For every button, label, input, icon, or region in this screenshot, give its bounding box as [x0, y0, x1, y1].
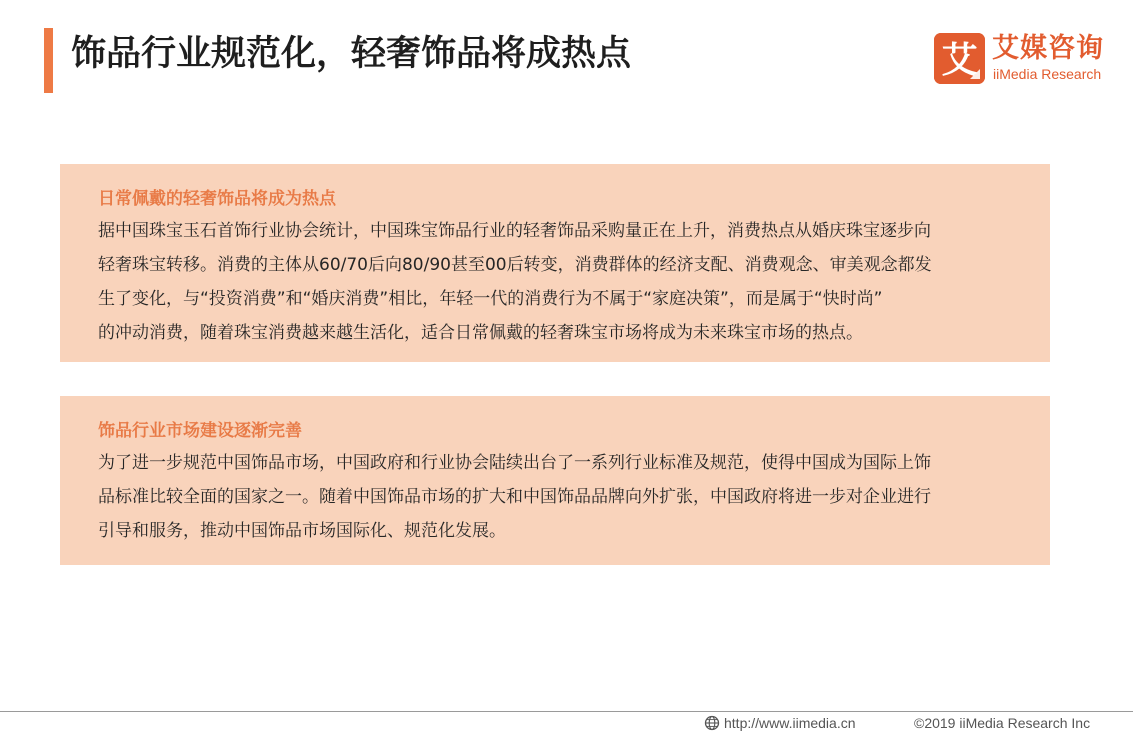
title-accent-bar	[44, 28, 53, 93]
footer-url[interactable]: http://www.iimedia.cn	[724, 715, 856, 731]
logo-glyph-text: 艾	[941, 40, 978, 81]
logo-name-en: iiMedia Research	[993, 66, 1102, 82]
body-line: 据中国珠宝玉石首饰行业协会统计，中国珠宝饰品行业的轻奢饰品采购量正在上升，消费热点从婚庆珠宝逐步向	[98, 221, 931, 241]
body-line: 为了进一步规范中国饰品市场，中国政府和行业协会陆续出台了一系列行业标准及规范，使得中国成为国际上饰	[98, 453, 931, 473]
section-body	[98, 214, 1018, 350]
section-body	[98, 446, 1018, 548]
body-line: 引导和服务，推动中国饰品市场国际化、规范化发展。	[98, 521, 506, 541]
body-line: 品标准比较全面的国家之一。随着中国饰品市场的扩大和中国饰品品牌向外扩张，中国政府将进一步对企业进行	[98, 487, 931, 507]
footer-website-link[interactable]	[704, 713, 856, 735]
logo-name-cn: 艾媒咨询	[992, 33, 1104, 64]
footer-copyright: ©2019 iiMedia Research Inc	[914, 715, 1091, 731]
logo-mark-glyph	[934, 33, 985, 84]
section-card-light-luxury	[60, 164, 1050, 362]
iimedia-logo-mark-icon	[934, 33, 985, 84]
body-line: 轻奢珠宝转移。消费的主体从60/70后向80/90甚至00后转变，消费群体的经济支配、消费观念、审美观念都发	[98, 255, 932, 275]
footer-divider	[0, 711, 1133, 712]
page-title: 饰品行业规范化，轻奢饰品将成热点	[71, 34, 632, 74]
section-heading: 饰品行业市场建设逐渐完善	[98, 421, 302, 441]
brand-logo	[934, 33, 1114, 85]
section-heading: 日常佩戴的轻奢饰品将成为热点	[98, 189, 336, 209]
body-line: 的冲动消费，随着珠宝消费越来越生活化，适合日常佩戴的轻奢珠宝市场将成为未来珠宝市场的热点。	[98, 323, 863, 343]
globe-icon	[704, 715, 720, 731]
body-line: 生了变化，与“投资消费”和“婚庆消费”相比，年轻一代的消费行为不属于“家庭决策”，而是属于“快时尚”	[98, 289, 883, 309]
section-card-market-standards	[60, 396, 1050, 565]
